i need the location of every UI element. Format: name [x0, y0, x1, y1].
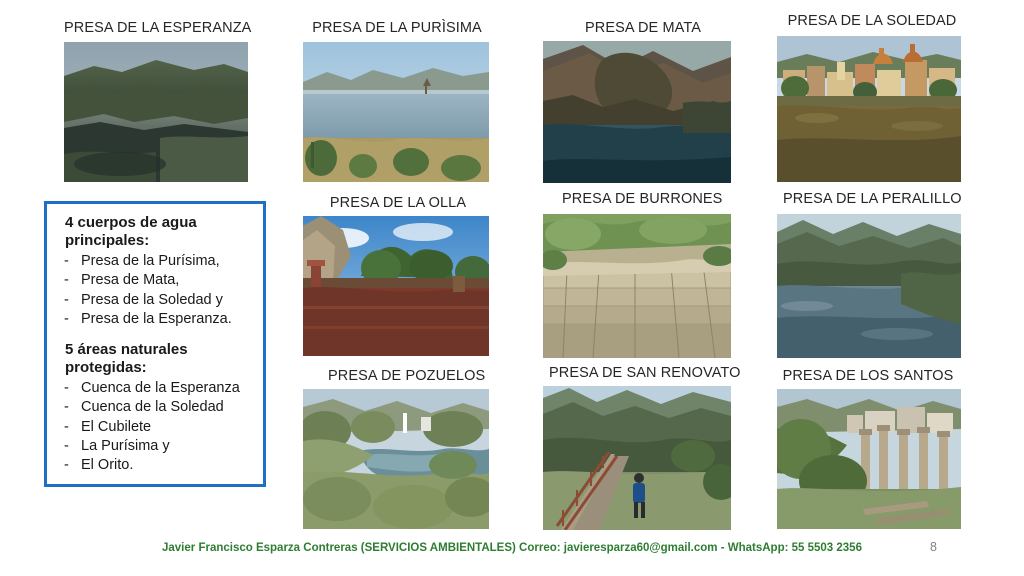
- list-item-label: Presa de la Purísima,: [81, 253, 220, 269]
- page-number: 8: [930, 540, 937, 554]
- heading-water-bodies: 4 cuerpos de agua principales:: [65, 214, 197, 249]
- bullet-dash: -: [64, 399, 69, 416]
- list-item: [59, 418, 253, 437]
- photo-presa-de-mata: [543, 41, 731, 183]
- caption-presa-de-la-purisima: PRESA DE LA PURÌSIMA: [312, 20, 482, 36]
- slide-footer-credit: Javier Francisco Esparza Contreras (SERVICIOS AMBIENTALES) Correo: javieresparza60@gmail.com - WhatsApp: 55 5503 2356: [162, 542, 862, 554]
- photo-presa-de-la-soledad: [777, 36, 961, 182]
- caption-presa-de-mata: PRESA DE MATA: [585, 20, 701, 36]
- list-item: [59, 310, 253, 329]
- list-item: [59, 252, 253, 271]
- heading-protected-areas: 5 áreas naturales protegidas:: [65, 341, 188, 377]
- bullet-dash: -: [64, 418, 69, 435]
- list-item: [59, 271, 253, 290]
- caption-presa-de-burrones: PRESA DE BURRONES: [562, 191, 723, 207]
- caption-presa-de-pozuelos: PRESA DE POZUELOS: [328, 368, 486, 384]
- bullet-dash: -: [64, 380, 69, 397]
- list-water-bodies: [59, 252, 253, 329]
- list-item-label: La Purísima y: [81, 437, 170, 454]
- bullet-dash: -: [64, 310, 69, 327]
- photo-presa-de-la-olla: [303, 216, 489, 356]
- photo-presa-de-la-purisima: [303, 42, 489, 182]
- caption-presa-de-los-santos: PRESA DE LOS SANTOS: [782, 368, 954, 384]
- caption-presa-de-la-esperanza: PRESA DE LA ESPERANZA: [64, 20, 252, 36]
- list-item: [59, 291, 253, 310]
- list-item: [59, 456, 253, 475]
- list-item-label: Cuenca de la Esperanza: [81, 380, 240, 397]
- list-item: [59, 398, 253, 417]
- list-item-label: Presa de Mata,: [81, 272, 180, 289]
- bullet-dash: -: [64, 253, 69, 269]
- photo-presa-de-burrones: [543, 214, 731, 358]
- bullet-dash: -: [64, 457, 69, 474]
- list-item: [59, 437, 253, 456]
- bullet-dash: -: [64, 272, 69, 289]
- list-item-label: El Cubilete: [81, 418, 152, 435]
- list-protected-areas: [59, 379, 253, 475]
- list-item-label: Presa de la Soledad y: [81, 291, 223, 308]
- bullet-dash: -: [64, 291, 69, 308]
- list-item-label: Cuenca de la Soledad: [81, 399, 224, 416]
- caption-presa-de-la-olla: PRESA DE LA OLLA: [329, 195, 467, 211]
- key-facts-box: [44, 201, 266, 487]
- caption-presa-de-la-peralillo: PRESA DE LA PERALILLO: [783, 191, 962, 207]
- caption-presa-de-la-soledad: PRESA DE LA SOLEDAD: [787, 13, 957, 29]
- list-item-label: Presa de la Esperanza.: [81, 310, 232, 327]
- caption-presa-de-san-renovato: PRESA DE SAN RENOVATO: [549, 365, 741, 381]
- photo-presa-de-pozuelos: [303, 389, 489, 529]
- bullet-dash: -: [64, 437, 69, 454]
- photo-presa-de-los-santos: [777, 389, 961, 529]
- list-item-label: El Orito.: [81, 457, 134, 474]
- photo-presa-de-la-esperanza: [64, 42, 248, 182]
- photo-presa-de-san-renovato: [543, 386, 731, 530]
- list-item: [59, 379, 253, 398]
- photo-presa-de-la-peralillo: [777, 214, 961, 358]
